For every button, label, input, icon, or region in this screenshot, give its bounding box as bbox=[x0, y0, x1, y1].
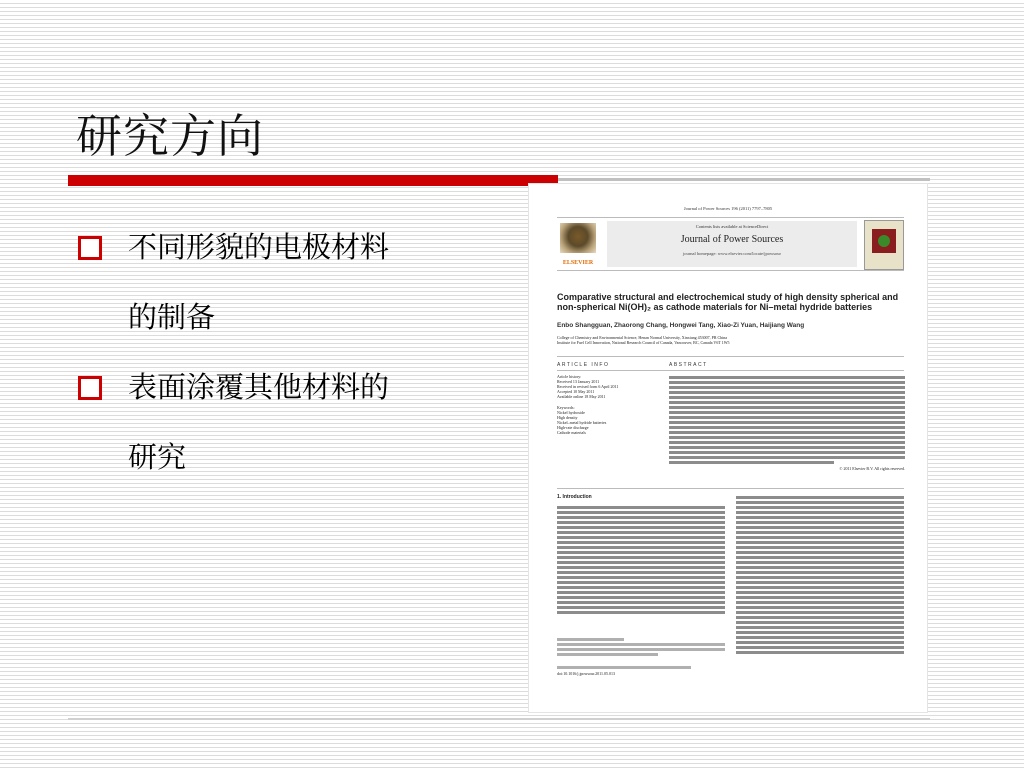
square-bullet-icon bbox=[78, 376, 102, 400]
article-info bbox=[557, 374, 657, 435]
divider bbox=[557, 356, 904, 357]
bullet-text-line: 表面涂覆其他材料的 bbox=[128, 370, 390, 404]
bullet-text-line: 研究 bbox=[128, 440, 187, 474]
keyword: Cathode materials bbox=[557, 430, 586, 435]
keyword: High-rate discharge bbox=[557, 425, 589, 430]
abstract-heading: ABSTRACT bbox=[669, 362, 708, 368]
elsevier-logo bbox=[557, 221, 599, 267]
keyword: Nickel–metal hydride batteries bbox=[557, 420, 607, 425]
bullet-list bbox=[78, 212, 498, 492]
keyword: High density bbox=[557, 415, 578, 420]
history-line: Received 13 January 2011 bbox=[557, 379, 600, 384]
history-line: Available online 18 May 2011 bbox=[557, 394, 606, 399]
affiliation: Institute for Fuel Cell Innovation, National Research Council of Canada, Vancouver, BC, Canada V6T 1W5 bbox=[557, 340, 730, 345]
bullet-text-line: 不同形貌的电极材料 bbox=[128, 230, 390, 264]
doi-line: doi:10.1016/j.jpowsour.2011.05.013 bbox=[557, 671, 615, 676]
copyright: © 2011 Elsevier B.V. All rights reserved. bbox=[839, 466, 905, 471]
journal-citation: Journal of Power Sources 196 (2011) 7797–7805 bbox=[683, 206, 773, 211]
bullet-text-line: 的制备 bbox=[128, 300, 216, 334]
title-underline-gray bbox=[558, 178, 930, 181]
masthead-center bbox=[607, 221, 857, 267]
bullet-item bbox=[78, 212, 498, 352]
square-bullet-icon bbox=[78, 236, 102, 260]
title-underline-red bbox=[68, 175, 558, 186]
bullet-item bbox=[78, 352, 498, 492]
divider bbox=[557, 370, 904, 371]
publisher-name: ELSEVIER bbox=[562, 260, 594, 266]
divider bbox=[557, 488, 904, 489]
journal-masthead bbox=[557, 217, 904, 271]
paper-title: Comparative structural and electrochemical study of high density spherical and non-spherical Ni(OH)₂ as cathode materials for Ni–metal hydride batteries bbox=[557, 292, 899, 312]
bottom-rule bbox=[68, 718, 930, 720]
history-line: Accepted 10 May 2011 bbox=[557, 389, 595, 394]
affiliation: College of Chemistry and Environmental Science, Henan Normal University, Xinxiang 453007, PR China bbox=[557, 335, 728, 340]
paper-thumbnail bbox=[528, 183, 928, 713]
journal-cover-icon bbox=[864, 220, 904, 270]
contents-line: Contents lists available at ScienceDirect bbox=[695, 224, 769, 229]
paper-affiliations bbox=[557, 335, 897, 345]
body-column-right bbox=[736, 494, 904, 656]
journal-homepage: journal homepage: www.elsevier.com/locate/jpowsour bbox=[683, 251, 781, 256]
body-column-left bbox=[557, 504, 725, 616]
history-line: Received in revised form 6 April 2011 bbox=[557, 384, 619, 389]
paper-authors: Enbo Shangguan, Zhaorong Chang, Hongwei Tang, Xiao-Zi Yuan, Haijiang Wang bbox=[557, 322, 805, 329]
slide-title: 研究方向 bbox=[76, 109, 264, 163]
journal-title: Journal of Power Sources bbox=[680, 234, 784, 245]
elsevier-tree-icon bbox=[560, 223, 596, 253]
abstract-body bbox=[669, 374, 905, 471]
article-info-heading: ARTICLE INFO bbox=[557, 362, 610, 368]
history-line: Article history: bbox=[557, 374, 582, 379]
keyword: Keywords: bbox=[557, 405, 575, 410]
footnote bbox=[557, 636, 725, 676]
intro-heading: 1. Introduction bbox=[557, 494, 592, 500]
keyword: Nickel hydroxide bbox=[557, 410, 585, 415]
